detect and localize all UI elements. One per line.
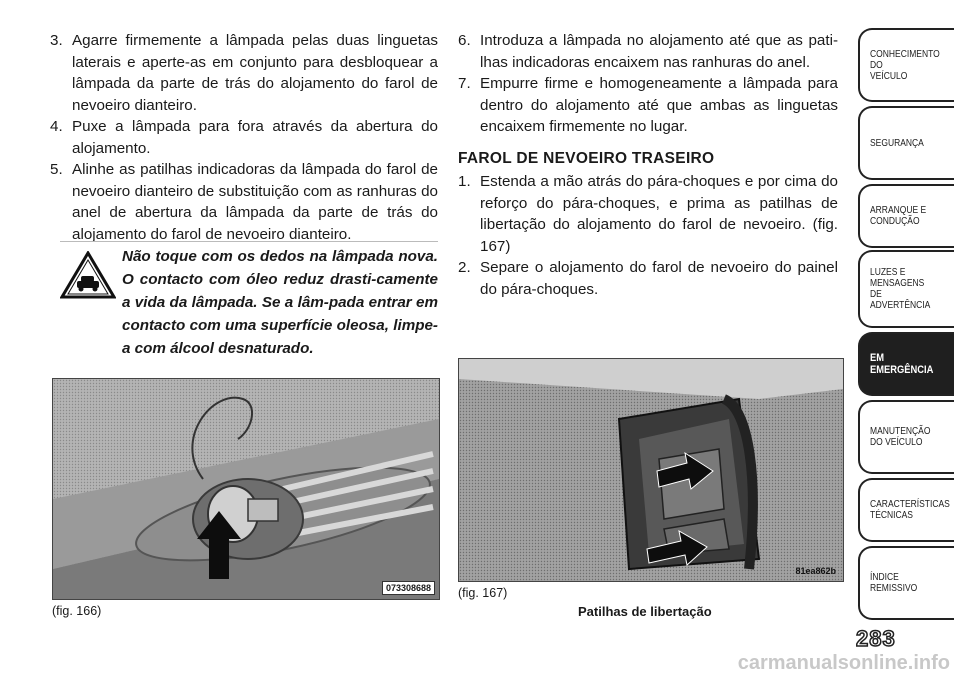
item-number: 4. <box>50 118 63 135</box>
figure-code: 81ea862b <box>795 566 836 576</box>
tab-label: EM EMERGÊNCIA <box>870 352 934 376</box>
page-number: 283 <box>856 626 896 651</box>
tab-caracteristicas-tecnicas[interactable] <box>858 478 954 542</box>
figure-caption: (fig. 167) <box>458 586 508 600</box>
item-number: 6. <box>458 32 471 49</box>
warning-divider <box>60 241 438 242</box>
figure-code: 073308688 <box>382 581 435 595</box>
tab-manutencao-do-veiculo[interactable] <box>858 400 954 474</box>
tab-seguranca[interactable] <box>858 106 954 180</box>
list-item <box>50 30 438 116</box>
fog-lamp-rear-illustration <box>53 379 439 599</box>
tab-indice-remissivo[interactable] <box>858 546 954 620</box>
warning-note <box>50 245 438 360</box>
item-text: Puxe a lâmpada para fora através da abertura do alojamento. <box>72 118 438 157</box>
list-item <box>458 30 838 73</box>
item-number: 7. <box>458 75 471 92</box>
tab-label: CARACTERÍSTICAS TÉCNICAS <box>870 499 950 521</box>
left-column <box>50 30 438 245</box>
list-item <box>50 159 438 245</box>
item-text: Estenda a mão atrás do pára-choques e por cima do reforço do pára-choques, e prima as patilhas de libertação do alojamento do farol de nevoeiro. (fig. 167) <box>480 173 838 255</box>
bumper-housing-illustration <box>459 359 843 581</box>
tab-arranque-e-conducao[interactable] <box>858 184 954 248</box>
item-number: 5. <box>50 161 63 178</box>
tab-luzes-e-mensagens[interactable] <box>858 250 954 328</box>
item-text: Agarre firmemente a lâmpada pelas duas linguetas laterais e aperte-as em conjunto para desbloquear a lâmpada da parte de trás do alojamento do farol de nevoeiro dianteiro. <box>72 32 438 114</box>
section-title: FAROL DE NEVOEIRO TRASEIRO <box>458 149 715 167</box>
tab-label: ÍNDICE REMISSIVO <box>870 572 918 594</box>
tab-label: ARRANQUE E CONDUÇÃO <box>870 205 927 227</box>
tab-label: MANUTENÇÃO DO VEÍCULO <box>870 426 931 448</box>
list-item <box>458 73 838 138</box>
figure-167-image <box>458 358 844 582</box>
item-text: Alinhe as patilhas indicadoras da lâmpada do farol de nevoeiro dianteiro de substituição com as ranhuras do anel de abertura da lâmpada da parte de trás do alojamento do farol de nevoeiro dianteiro. <box>72 161 438 243</box>
tab-conhecimento-do-veiculo[interactable] <box>858 28 954 102</box>
right-column <box>458 30 838 300</box>
warning-text: Não toque com os dedos na lâmpada nova. O contacto com óleo reduz drasti-camente a vida da lâmpada. Se a lâm-pada entrar em contacto com uma superfície oleosa, limpe-a com álcool desnaturado. <box>122 248 438 357</box>
list-item <box>458 257 838 300</box>
tab-label: CONHECIMENTO DO VEÍCULO <box>870 48 940 82</box>
item-number: 2. <box>458 259 471 276</box>
item-text: Introduza a lâmpada no alojamento até que as pati-lhas indicadoras encaixem nas ranhuras do anel. <box>480 32 838 71</box>
item-number: 3. <box>50 32 63 49</box>
figure-166-image <box>52 378 440 600</box>
figure-title: Patilhas de libertação <box>578 604 712 619</box>
item-number: 1. <box>458 173 471 190</box>
warning-triangle-icon <box>60 251 116 299</box>
tab-label: SEGURANÇA <box>870 137 924 149</box>
item-text: Empurre firme e homogeneamente a lâmpada para dentro do alojamento até que ambas as linguetas encaixem firmemente no lugar. <box>480 75 838 135</box>
tab-label: LUZES E MENSAGENS DE ADVERTÊNCIA <box>870 267 931 311</box>
watermark: carmanualsonline.info <box>737 652 950 674</box>
list-item <box>50 116 438 159</box>
tab-em-emergencia[interactable] <box>858 332 954 396</box>
figure-caption: (fig. 166) <box>52 604 102 618</box>
item-text: Separe o alojamento do farol de nevoeiro do painel do pára-choques. <box>480 259 838 298</box>
list-item <box>458 171 838 257</box>
